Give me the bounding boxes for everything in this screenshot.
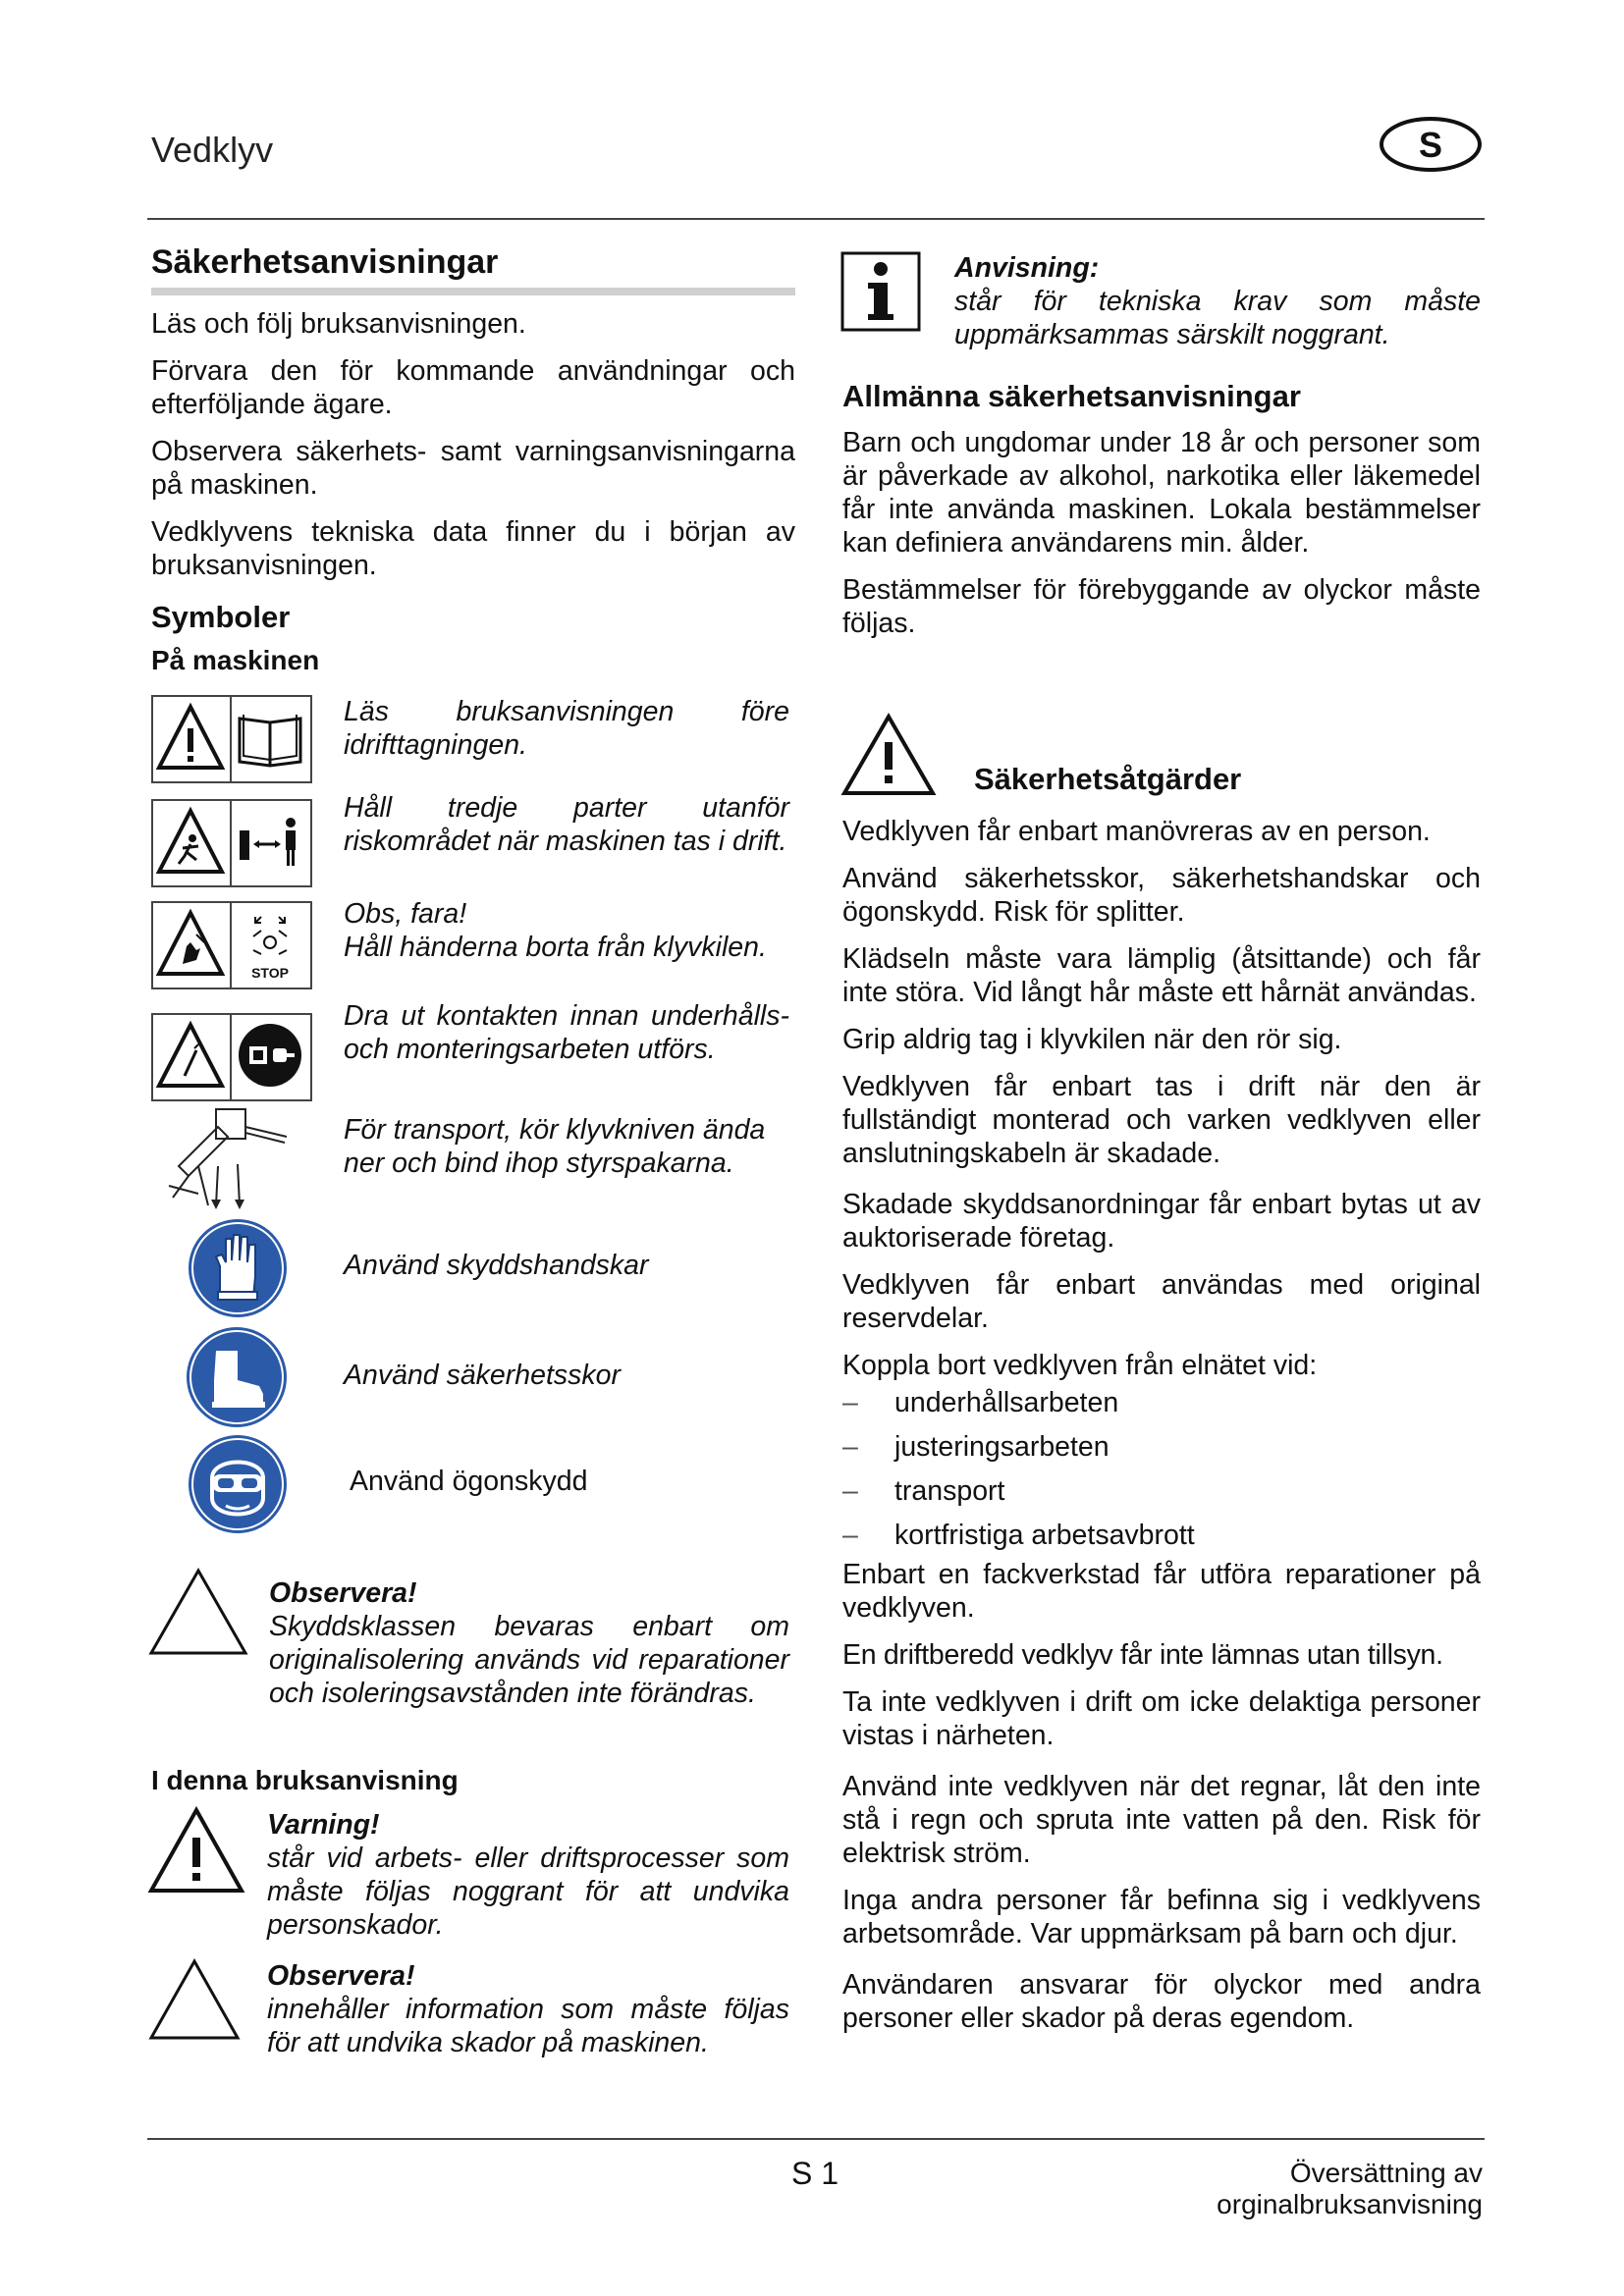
symbol-row: [151, 897, 789, 988]
on-machine-heading: På maskinen: [151, 645, 320, 675]
warning-title: Varning!: [267, 1809, 380, 1841]
symbol-text: Använd ögonskydd: [350, 1466, 588, 1497]
boot-icon: [185, 1325, 289, 1429]
warning-text: står vid arbets- eller driftsprocesser som måste följas noggrant för att undvika personskador.: [267, 1842, 789, 1941]
general-paragraph: Bestämmelser för förebyggande av olyckor måste följas.: [842, 574, 1481, 639]
section-title: Säkerhetsanvisningar: [151, 243, 499, 281]
page-number: S 1: [791, 2156, 839, 2191]
list-item: – kortfristiga arbetsavbrott: [842, 1519, 1481, 1552]
symbol-row: [151, 1433, 789, 1537]
symbol-text: Använd säkerhetsskor: [344, 1360, 621, 1391]
transport-levers-icon: [159, 1107, 297, 1215]
country-code-text: S: [1418, 125, 1443, 165]
info-title: Anvisning:: [954, 252, 1100, 284]
symbol-text: Läs bruksanvisningen före idrifttagningen.: [344, 696, 789, 761]
title-underline: [151, 288, 795, 295]
caution-triangle-icon: [147, 1567, 249, 1659]
right-column-measures: [842, 815, 1481, 2035]
footer-note: Översättning av orginalbruksanvisning: [1217, 2158, 1483, 2219]
country-code-badge: [1379, 116, 1483, 173]
measure-paragraph: Inga andra personer får befinna sig i vedklyvens arbetsområde. Var uppmärksam på barn och djur.: [842, 1885, 1481, 1949]
symbols-heading: Symboler: [151, 600, 291, 634]
note-block: [267, 1959, 789, 2059]
symbol-text-line: Obs, fara!: [344, 898, 467, 930]
note-block: [269, 1576, 789, 1710]
manual-heading: I denna bruksanvisning: [151, 1765, 459, 1795]
left-column: [151, 243, 795, 676]
intro-paragraph: Läs och följ bruksanvisningen.: [151, 308, 526, 340]
intro-paragraph: Vedklyvens tekniska data finner du i början av bruksanvisningen.: [151, 516, 795, 581]
warning-unplug-icon: [151, 1013, 312, 1101]
note-text: Skyddsklassen bevaras enbart om originalisolering används vid reparationer och isoleringsavstånden inte förändras.: [269, 1611, 789, 1709]
document-title: Vedklyv: [151, 130, 274, 170]
measure-paragraph: Ta inte vedklyven i drift om icke delaktiga personer vistas i närheten.: [842, 1686, 1481, 1751]
info-text: står för tekniska krav som måste uppmärksammas särskilt noggrant.: [954, 286, 1481, 350]
general-heading: Allmänna säkerhetsanvisningar: [842, 379, 1301, 413]
warning-distance-icon: [151, 799, 312, 887]
measure-paragraph: Enbart en fackverkstad får utföra reparationer på vedklyven.: [842, 1559, 1481, 1624]
general-paragraph: Barn och ungdomar under 18 år och personer som är påverkade av alkohol, narkotika eller läkemedel får inte använda maskinen. Lokala bestämmelser kan definiera användarens min. ålder.: [842, 427, 1481, 559]
warning-block: [267, 1808, 789, 1942]
intro-paragraph: Observera säkerhets- samt varningsanvisningarna på maskinen.: [151, 436, 795, 501]
header-rule: [147, 218, 1485, 220]
note-text: innehåller information som måste följas för att undvika skador på maskinen.: [267, 1994, 789, 2058]
stop-label: STOP: [251, 965, 289, 981]
caution-triangle-icon: [147, 1957, 242, 2044]
gloves-icon: [187, 1217, 289, 1319]
measure-paragraph: Vedklyven får enbart tas i drift när den är fullständigt monterad och varken vedklyven eller anslutningskabeln är skadade.: [842, 1071, 1481, 1169]
note-title: Observera!: [267, 1960, 415, 1992]
symbol-row: [151, 1217, 789, 1321]
right-column-general: [842, 379, 1481, 640]
intro-paragraph: Förvara den för kommande användningar och efterföljande ägare.: [151, 355, 795, 420]
measure-paragraph: Använd säkerhetsskor, säkerhetshandskar och ögonskydd. Risk för splitter.: [842, 863, 1481, 928]
measure-paragraph: Koppla bort vedklyven från elnätet vid:: [842, 1350, 1318, 1381]
list-item: – transport: [842, 1474, 1481, 1508]
goggles-icon: [187, 1433, 289, 1535]
symbol-text-line: Håll händerna borta från klyvkilen.: [344, 932, 767, 963]
symbol-row: [151, 1325, 789, 1429]
measure-paragraph: Vedklyven får enbart manövreras av en person.: [842, 816, 1431, 847]
measure-paragraph: Klädseln måste vara lämplig (åtsittande) och får inte störa. Vid långt hår måste ett hårnät användas.: [842, 943, 1481, 1008]
symbol-text: [344, 897, 789, 964]
symbol-text: Håll tredje parter utanför riskområdet när maskinen tas i drift.: [344, 792, 789, 857]
measure-paragraph: En driftberedd vedklyv får inte lämnas utan tillsyn.: [842, 1639, 1443, 1671]
warning-book-icon: [151, 695, 312, 783]
measure-paragraph: Använd inte vedklyven när det regnar, låt den inte stå i regn och spruta inte vatten på den. Risk för elektrisk ström.: [842, 1771, 1481, 1869]
list-item: – justeringsarbeten: [842, 1430, 1481, 1464]
symbol-row: [151, 695, 789, 783]
measure-paragraph: Grip aldrig tag i klyvkilen när den rör sig.: [842, 1024, 1342, 1055]
symbol-text: Använd skyddshandskar: [344, 1250, 649, 1281]
symbol-row: [151, 1113, 789, 1211]
info-block: [954, 251, 1481, 351]
info-icon: [840, 251, 921, 332]
symbol-row: [151, 791, 789, 889]
note-title: Observera!: [269, 1577, 417, 1609]
footer-rule: [147, 2138, 1485, 2140]
measures-heading: Säkerhetsåtgärder: [974, 762, 1242, 796]
warning-hand-stop-icon: [151, 901, 312, 989]
warning-triangle-icon: [147, 1806, 245, 1896]
measure-paragraph: Användaren ansvarar för olyckor med andra personer eller skador på deras egendom.: [842, 1969, 1481, 2034]
measure-paragraph: Skadade skyddsanordningar får enbart bytas ut av auktoriserade företag.: [842, 1189, 1481, 1254]
list-item: – underhållsarbeten: [842, 1386, 1481, 1419]
warning-triangle-icon: [840, 713, 937, 797]
symbol-text: För transport, kör klyvkniven ända ner och bind ihop styrspakarna.: [344, 1114, 766, 1179]
symbol-text: Dra ut kontakten innan underhålls- och monteringsarbeten utförs.: [344, 1000, 789, 1065]
measure-paragraph: Vedklyven får enbart användas med original reservdelar.: [842, 1269, 1481, 1334]
symbol-row: [151, 999, 789, 1101]
